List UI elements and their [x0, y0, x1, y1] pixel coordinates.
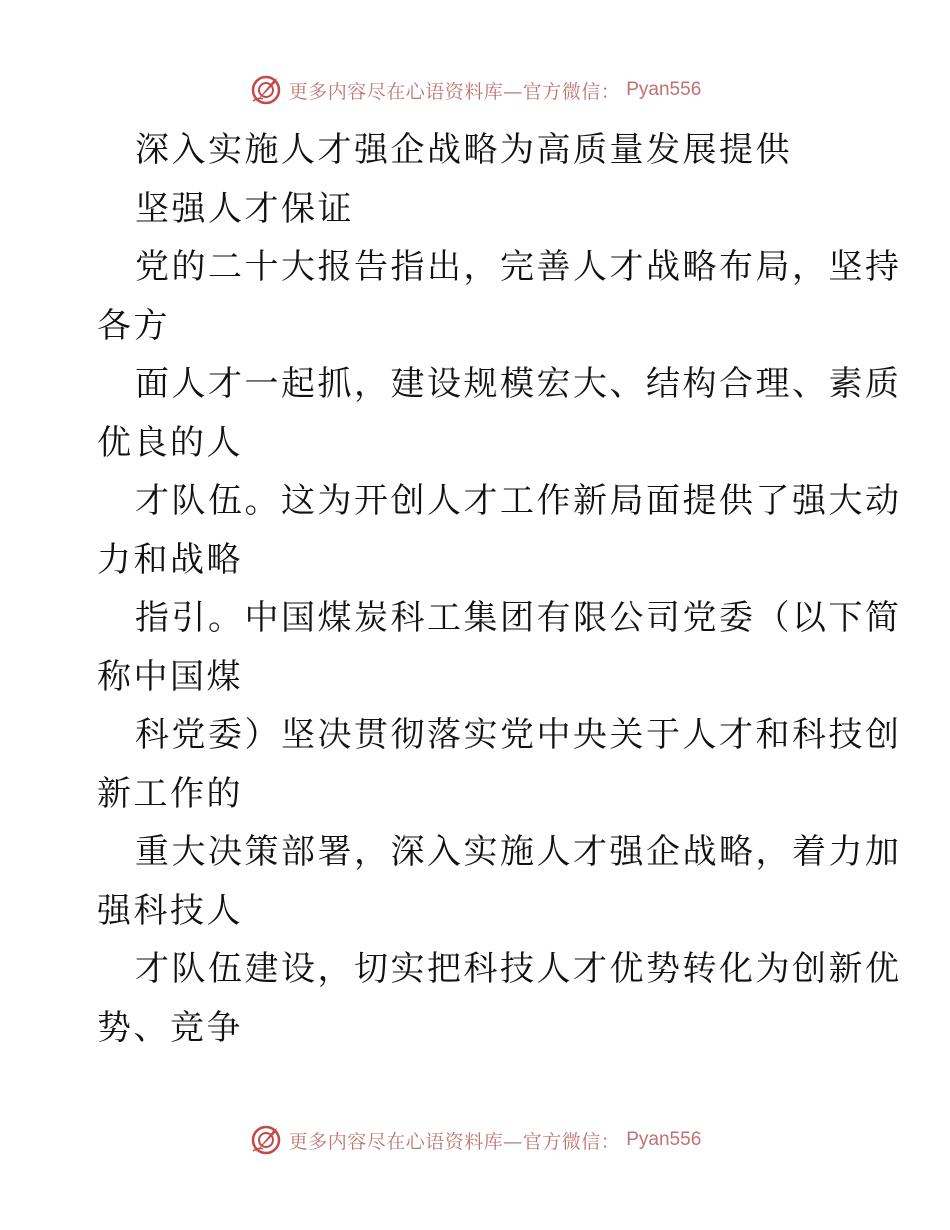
- watermark-wechat-id: Pyan556: [626, 1129, 702, 1150]
- paragraph-line: 强科技人: [97, 890, 243, 931]
- paragraph-line: 才队伍。这为开创人才工作新局面提供了强大动: [135, 481, 902, 521]
- header-watermark: [0, 70, 950, 110]
- watermark-text: 更多内容尽在心语资料库—官方微信：: [288, 80, 621, 103]
- quill-logo-icon: [249, 1123, 283, 1157]
- paragraph-line: 势、竞争: [97, 1007, 243, 1048]
- paragraph-line: 科党委）坚决贯彻落实党中央关于人才和科技创: [135, 715, 902, 755]
- paragraph-line: 称中国煤: [97, 656, 243, 697]
- watermark-text: 更多内容尽在心语资料库—官方微信：: [288, 1130, 621, 1153]
- quill-logo-icon: [249, 73, 283, 107]
- paragraph-line: 重大决策部署，深入实施人才强企战略，着力加: [135, 832, 902, 872]
- paragraph-line: 各方: [97, 305, 170, 346]
- paragraph-line: 面人才一起抓，建设规模宏大、结构合理、素质: [135, 364, 902, 404]
- document-title-line: 深入实施人才强企战略为高质量发展提供: [135, 130, 792, 170]
- paragraph-line: 优良的人: [97, 422, 243, 463]
- document-title-line: 坚强人才保证: [135, 188, 354, 229]
- watermark-wechat-id: Pyan556: [626, 79, 702, 100]
- footer-watermark: [0, 1120, 950, 1160]
- paragraph-line: 新工作的: [97, 773, 243, 814]
- paragraph-line: 党的二十大报告指出，完善人才战略布局，坚持: [135, 247, 902, 287]
- paragraph-line: 力和战略: [97, 539, 243, 580]
- paragraph-line: 才队伍建设，切实把科技人才优势转化为创新优: [135, 949, 902, 989]
- paragraph-line: 指引。中国煤炭科工集团有限公司党委（以下简: [135, 598, 902, 638]
